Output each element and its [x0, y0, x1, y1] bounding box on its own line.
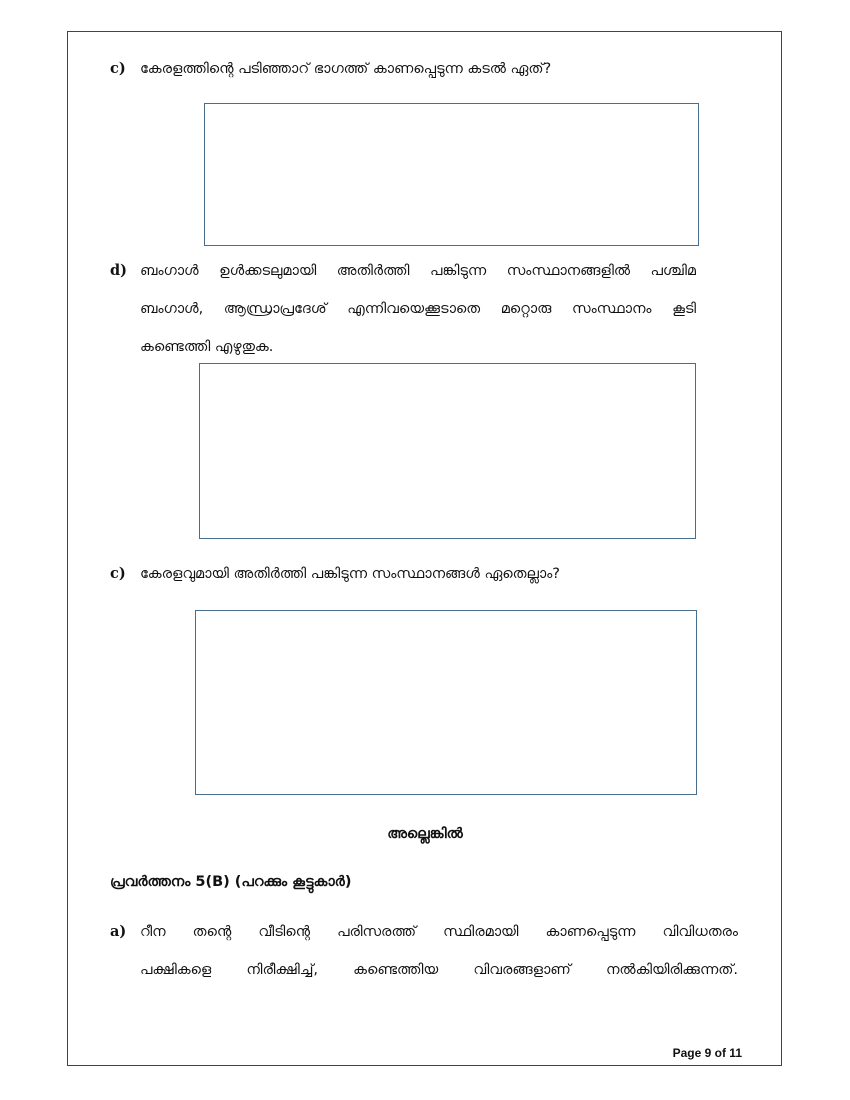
question-c-sea: [110, 50, 710, 88]
answer-box-d-states[interactable]: [199, 363, 696, 539]
question-label: c): [110, 565, 126, 582]
activity-heading: പ്രവർത്തനം 5(B) (പറക്കും കൂട്ടുകാർ): [110, 874, 352, 890]
question-label: d): [110, 262, 127, 279]
question-text-line-1: റീന തന്റെ വീടിന്റെ പരിസരത്ത് സ്ഥിരമായി കാണപ്പെടുന്ന വിവിധതരം: [140, 924, 738, 940]
question-text-line-2: പക്ഷികളെ നിരീക്ഷിച്ച്, കണ്ടെത്തിയ വിവരങ്ങളാണ് നൽകിയിരിക്കുന്നത്.: [140, 962, 738, 978]
answer-box-c-sea[interactable]: [204, 103, 699, 246]
question-label: c): [110, 60, 126, 77]
question-label: a): [110, 923, 127, 940]
question-d-states: [110, 252, 700, 366]
question-text-line-3: കണ്ടെത്തി എഴുതുക.: [140, 339, 274, 355]
activity-question-a: [110, 913, 740, 989]
question-text-line-1: ബംഗാൾ ഉൾക്കടലുമായി അതിർത്തി പങ്കിടുന്ന സംസ്ഥാനങ്ങളിൽ പശ്ചിമ: [140, 263, 696, 279]
or-divider: അല്ലെങ്കിൽ: [387, 826, 463, 842]
question-text: കേരളവുമായി അതിർത്തി പങ്കിടുന്ന സംസ്ഥാനങ്ങൾ ഏതെല്ലാം?: [140, 566, 560, 582]
question-text: കേരളത്തിന്റെ പടിഞ്ഞാറ് ഭാഗത്ത് കാണപ്പെടുന്ന കടൽ ഏത്?: [140, 61, 552, 77]
answer-box-c-border-states[interactable]: [195, 610, 697, 795]
question-text-line-2: ബംഗാൾ, ആന്ധ്രാപ്രദേശ് എന്നിവയെക്കൂടാതെ മറ്റൊരു സംസ്ഥാനം കൂടി: [140, 301, 696, 317]
question-c-border-states: [110, 555, 710, 593]
page-number: Page 9 of 11: [672, 1046, 742, 1060]
